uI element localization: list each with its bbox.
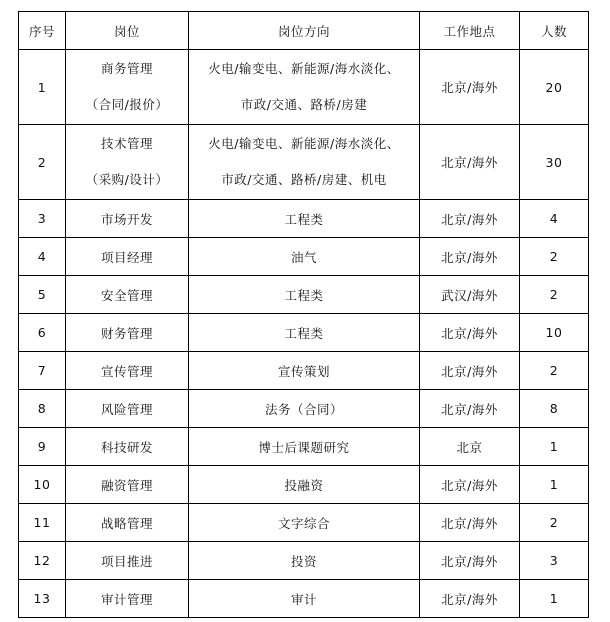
cell-direction: [189, 50, 420, 125]
table-row: [19, 238, 589, 276]
table-row: [19, 542, 589, 580]
cell-seq: 9: [19, 428, 66, 466]
cell-location: 北京/海外: [420, 504, 520, 542]
cell-position: 融资管理: [66, 466, 189, 504]
cell-seq: 11: [19, 504, 66, 542]
cell-position: [66, 125, 189, 200]
cell-position: 项目推进: [66, 542, 189, 580]
cell-seq: 3: [19, 200, 66, 238]
table-row: [19, 200, 589, 238]
cell-position: 市场开发: [66, 200, 189, 238]
cell-direction: 宣传策划: [189, 352, 420, 390]
table-header-row: [19, 12, 589, 50]
position-subtitle: （采购/设计）: [85, 172, 169, 187]
table-row: [19, 504, 589, 542]
cell-count: 2: [520, 238, 589, 276]
cell-seq: 7: [19, 352, 66, 390]
cell-count: 2: [520, 276, 589, 314]
cell-seq: 6: [19, 314, 66, 352]
header-count: 人数: [520, 12, 589, 50]
cell-position: 安全管理: [66, 276, 189, 314]
cell-count: 3: [520, 542, 589, 580]
cell-position: 财务管理: [66, 314, 189, 352]
cell-location: 北京/海外: [420, 390, 520, 428]
cell-count: 2: [520, 352, 589, 390]
cell-direction: 工程类: [189, 200, 420, 238]
table-row: [19, 50, 589, 125]
cell-location: 北京/海外: [420, 352, 520, 390]
cell-direction: 审计: [189, 580, 420, 618]
cell-direction: 工程类: [189, 276, 420, 314]
cell-count: 30: [520, 125, 589, 200]
cell-seq: 12: [19, 542, 66, 580]
table-row: [19, 125, 589, 200]
cell-location: 北京/海外: [420, 466, 520, 504]
cell-direction: 博士后课题研究: [189, 428, 420, 466]
positions-table: [18, 11, 589, 618]
cell-count: 1: [520, 580, 589, 618]
cell-position: 项目经理: [66, 238, 189, 276]
table-row: [19, 466, 589, 504]
direction-line: 市政/交通、路桥/房建、机电: [221, 172, 387, 187]
table-row: [19, 580, 589, 618]
position-title: 商务管理: [100, 61, 153, 76]
position-subtitle: （合同/报价）: [85, 97, 169, 112]
table-row: [19, 276, 589, 314]
cell-direction: [189, 125, 420, 200]
recruitment-sheet: [18, 11, 588, 618]
direction-line: 市政/交通、路桥/房建: [240, 97, 368, 112]
cell-seq: 8: [19, 390, 66, 428]
cell-seq: 1: [19, 50, 66, 125]
cell-direction: 工程类: [189, 314, 420, 352]
cell-location: 北京/海外: [420, 200, 520, 238]
cell-direction: 文字综合: [189, 504, 420, 542]
cell-seq: 13: [19, 580, 66, 618]
cell-position: 审计管理: [66, 580, 189, 618]
header-position: 岗位: [66, 12, 189, 50]
cell-count: 1: [520, 428, 589, 466]
cell-location: 北京/海外: [420, 542, 520, 580]
cell-location: 北京/海外: [420, 125, 520, 200]
table-row: [19, 314, 589, 352]
cell-position: 宣传管理: [66, 352, 189, 390]
cell-count: 10: [520, 314, 589, 352]
direction-line: 火电/输变电、新能源/海水淡化、: [208, 61, 400, 76]
cell-direction: 投资: [189, 542, 420, 580]
cell-seq: 5: [19, 276, 66, 314]
cell-location: 北京/海外: [420, 314, 520, 352]
table-row: [19, 428, 589, 466]
header-location: 工作地点: [420, 12, 520, 50]
cell-count: 4: [520, 200, 589, 238]
direction-line: 火电/输变电、新能源/海水淡化、: [208, 136, 400, 151]
cell-position: [66, 50, 189, 125]
cell-location: 北京/海外: [420, 238, 520, 276]
cell-count: 8: [520, 390, 589, 428]
position-title: 技术管理: [100, 136, 153, 151]
cell-location: 北京: [420, 428, 520, 466]
cell-direction: 投融资: [189, 466, 420, 504]
cell-count: 1: [520, 466, 589, 504]
table-row: [19, 390, 589, 428]
cell-position: 风险管理: [66, 390, 189, 428]
cell-direction: 油气: [189, 238, 420, 276]
cell-count: 20: [520, 50, 589, 125]
cell-location: 北京/海外: [420, 580, 520, 618]
header-seq: 序号: [19, 12, 66, 50]
cell-count: 2: [520, 504, 589, 542]
cell-seq: 10: [19, 466, 66, 504]
cell-location: 武汉/海外: [420, 276, 520, 314]
cell-seq: 4: [19, 238, 66, 276]
cell-position: 科技研发: [66, 428, 189, 466]
cell-position: 战略管理: [66, 504, 189, 542]
cell-direction: 法务（合同）: [189, 390, 420, 428]
cell-seq: 2: [19, 125, 66, 200]
cell-location: 北京/海外: [420, 50, 520, 125]
header-direction: 岗位方向: [189, 12, 420, 50]
table-row: [19, 352, 589, 390]
